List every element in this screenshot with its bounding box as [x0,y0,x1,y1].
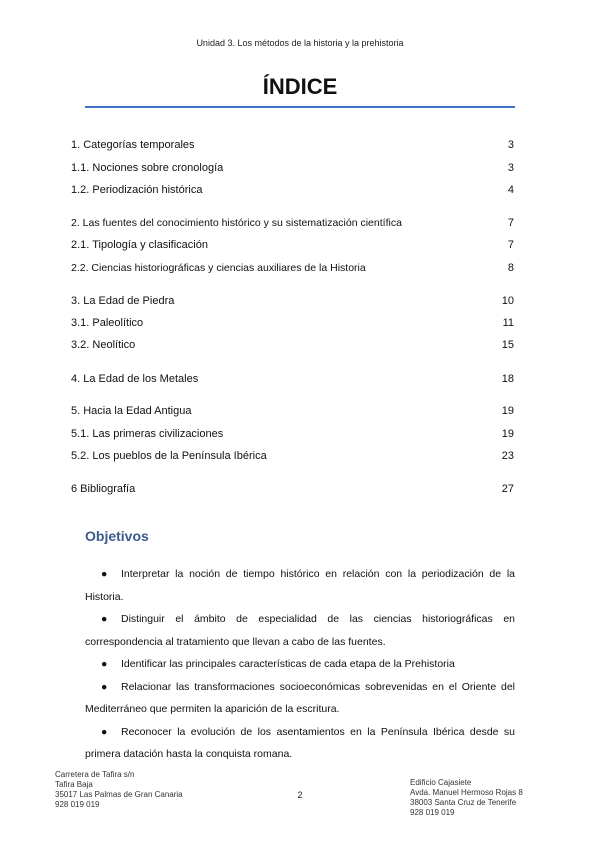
toc-entry-label: 2.1. Tipología y clasificación [71,239,208,251]
toc-entry-page: 7 [507,239,514,251]
toc-entry-label: 3.2. Neolítico [71,339,136,351]
toc-entry[interactable] [71,260,514,276]
toc-entry-page: 8 [507,262,514,274]
bullet-icon: ● [101,680,108,693]
address-line: 928 019 019 [410,808,455,817]
toc-entry-label: 2. Las fuentes del conocimiento histórico y su sistematización científica [71,217,402,229]
toc-entry[interactable] [71,337,514,353]
toc-entry[interactable] [71,137,514,153]
toc-entry-label: 1.2. Periodización histórica [71,184,203,196]
list-item [85,563,515,608]
toc-entry-page: 11 [502,317,514,329]
toc-entry-page: 27 [501,483,514,495]
objective-text: Distinguir el ámbito de especialidad de las ciencias historiográficas en correspondencia al tratamiento que llevan a cabo de las fuentes. [85,613,515,648]
title-underline [85,106,515,108]
list-item [85,653,515,676]
toc-entry[interactable] [71,481,514,497]
toc-entry-label: 3.1. Paleolítico [71,317,144,329]
toc-entry[interactable] [71,426,514,442]
toc-entry[interactable] [71,371,514,387]
toc-entry-page: 23 [501,450,514,462]
address-line: Avda. Manuel Hermoso Rojas 8 [410,788,523,797]
toc-entry[interactable] [71,293,514,309]
toc-entry-label: 3. La Edad de Piedra [71,295,175,307]
toc-entry-label: 1.1. Nociones sobre cronología [71,162,224,174]
toc-entry-label: 2.2. Ciencias historiográficas y ciencias auxiliares de la Historia [71,262,366,274]
bullet-icon: ● [101,725,108,738]
address-line: Carretera de Tafira s/n [55,770,135,779]
toc-entry[interactable] [71,315,514,331]
toc-entry-page: 15 [501,339,514,351]
toc-entry-page: 3 [507,162,514,174]
toc-entry-page: 19 [501,428,514,440]
running-header: Unidad 3. Los métodos de la historia y la prehistoria [196,38,404,48]
toc-entry-page: 19 [501,405,514,417]
toc-entry-label: 5.1. Las primeras civilizaciones [71,428,224,440]
objective-text: Interpretar la noción de tiempo histórico en relación con la periodización de la Historia. [85,568,515,603]
objective-text: Identificar las principales características de cada etapa de la Prehistoria [121,658,455,670]
toc-entry-label: 4. La Edad de los Metales [71,373,199,385]
toc-entry[interactable] [71,403,514,419]
address-line: Edificio Cajasiete [410,778,472,787]
toc-entry[interactable] [71,160,514,176]
toc-entry[interactable] [71,448,514,464]
address-line: 35017 Las Palmas de Gran Canaria [55,790,183,799]
toc-entry-label: 6 Bibliografía [71,483,136,495]
list-item [85,721,515,766]
toc-entry[interactable] [71,237,514,253]
toc-entry-page: 10 [501,295,514,307]
objectives-list [85,563,515,766]
toc-entry-page: 3 [507,139,514,151]
objective-text: Reconocer la evolución de los asentamientos en la Península Ibérica desde su primera datación hasta la conquista romana. [85,725,515,760]
toc-entry-label: 1. Categorías temporales [71,139,195,151]
bullet-icon: ● [101,658,108,670]
toc-entry-page: 7 [507,217,514,229]
toc-entry[interactable] [71,182,514,198]
toc-entry-page: 4 [507,184,514,196]
address-line: Tafira Baja [55,780,93,789]
objectives-heading: Objetivos [85,528,149,544]
bullet-icon: ● [101,568,108,580]
footer-address-right [410,778,523,818]
toc-entry-label: 5. Hacia la Edad Antigua [71,405,192,417]
page-number: 2 [297,790,303,800]
bullet-icon: ● [101,613,108,625]
address-line: 928 019 019 [55,800,100,809]
list-item [85,608,515,653]
address-line: 38003 Santa Cruz de Tenerife [410,798,517,807]
objective-text: Relacionar las transformaciones socioeconómicas sobrevenidas en el Oriente del Mediterráneo que permiten la aparición de la escritura. [85,680,515,715]
toc-entry-page: 18 [501,373,514,385]
toc-entry[interactable] [71,215,514,231]
toc-entry-label: 5.2. Los pueblos de la Península Ibérica [71,450,267,462]
page-title: ÍNDICE [262,74,338,99]
list-item [85,676,515,721]
